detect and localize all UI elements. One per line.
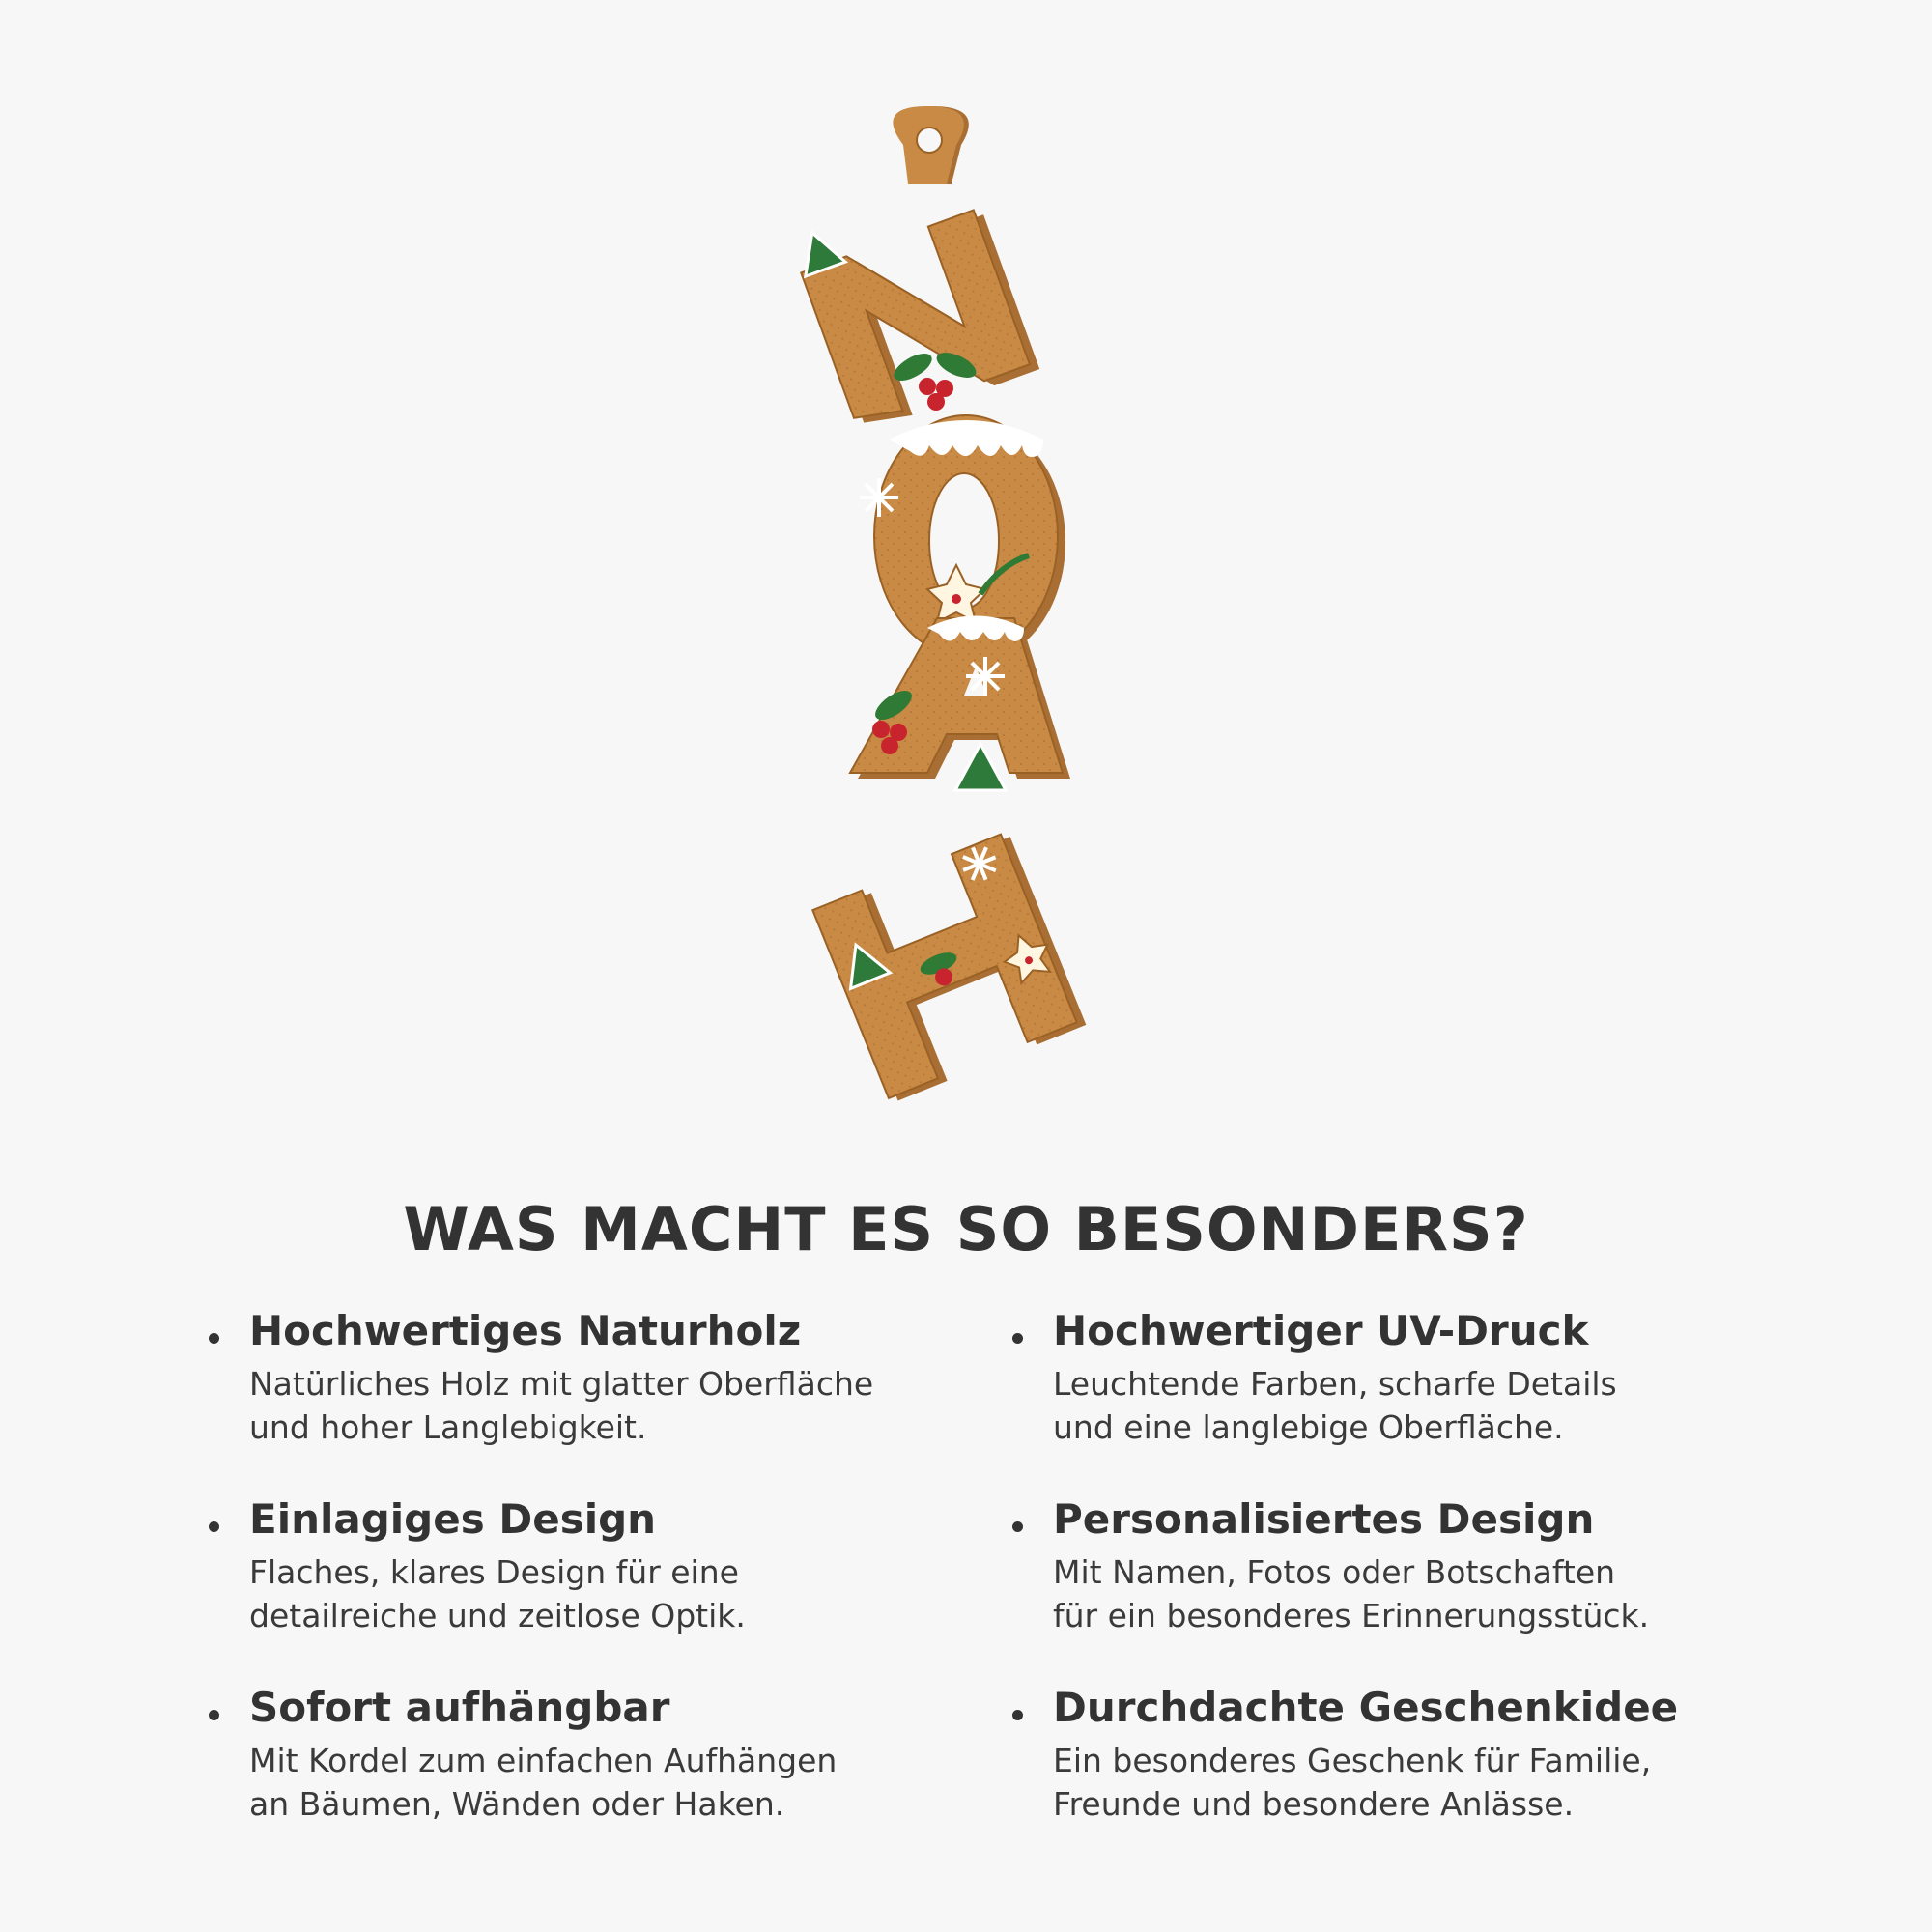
feature-title: Durchdachte Geschenkidee	[1053, 1684, 1679, 1731]
bullet-icon	[1012, 1710, 1023, 1720]
feature-item-geschenkidee	[1053, 1681, 1768, 1826]
feature-title: Personalisiertes Design	[1053, 1495, 1595, 1543]
feature-title: Hochwertiger UV-Druck	[1053, 1307, 1589, 1354]
bullet-icon	[1012, 1333, 1023, 1344]
feature-description: Mit Namen, Fotos oder Botschaften für ein besonderes Erinnerungsstück.	[1053, 1553, 1650, 1634]
feature-description: Natürliches Holz mit glatter Oberfläche und hoher Langlebigkeit.	[249, 1365, 874, 1446]
section-heading: WAS MACHT ES SO BESONDERS?	[403, 1194, 1529, 1264]
feature-description: Flaches, klares Design für eine detailreiche und zeitlose Optik.	[249, 1553, 746, 1634]
bullet-icon	[209, 1333, 219, 1344]
feature-item-naturholz	[249, 1304, 964, 1449]
feature-title: Hochwertiges Naturholz	[249, 1307, 802, 1354]
feature-item-personalisiertes-design	[1053, 1492, 1768, 1637]
bullet-icon	[209, 1710, 219, 1720]
bullet-icon	[209, 1521, 219, 1532]
feature-description: Leuchtende Farben, scharfe Details und eine langlebige Oberfläche.	[1053, 1365, 1617, 1446]
feature-description: Ein besonderes Geschenk für Familie, Freunde und besondere Anlässe.	[1053, 1742, 1652, 1823]
feature-item-einlagiges-design	[249, 1492, 964, 1637]
feature-title: Einlagiges Design	[249, 1495, 657, 1543]
feature-description: Mit Kordel zum einfachen Aufhängen an Bäumen, Wänden oder Haken.	[249, 1742, 838, 1823]
bullet-icon	[1012, 1521, 1023, 1532]
feature-item-uv-druck	[1053, 1304, 1768, 1449]
feature-item-aufhaengbar	[249, 1681, 964, 1826]
feature-title: Sofort aufhängbar	[249, 1684, 670, 1731]
